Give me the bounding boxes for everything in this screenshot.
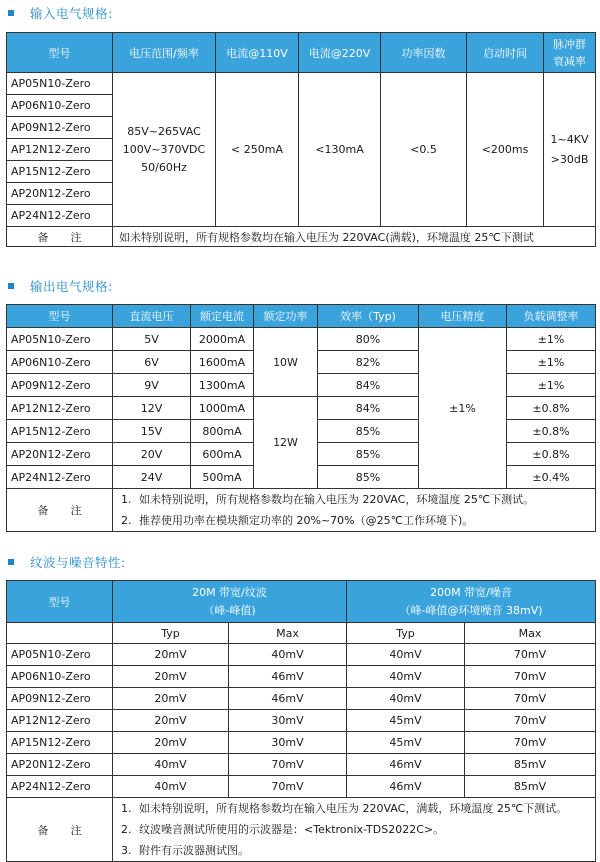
header-model: 型号: [7, 305, 113, 328]
noise-max-cell: 70mV: [465, 644, 596, 666]
model-cell: AP15N12-Zero: [7, 732, 113, 754]
burst-cell: [544, 73, 596, 227]
note-text: 附件有示波器测试图。: [139, 844, 249, 857]
noise-max-cell: 70mV: [465, 732, 596, 754]
dc-voltage-cell: 24V: [113, 466, 191, 489]
ripple-typ-cell: 20mV: [113, 732, 229, 754]
note-item: [121, 798, 595, 819]
note-item: [121, 489, 595, 510]
noise-typ-cell: 46mV: [347, 776, 465, 798]
section-title-output: [8, 277, 113, 295]
table-header-row: [7, 581, 596, 623]
dc-voltage-cell: 20V: [113, 443, 191, 466]
noise-typ-cell: 45mV: [347, 710, 465, 732]
note-text: 如未特别说明，所有规格参数均在输入电压为 220VAC，满载，环境温度 25℃下测试。: [139, 802, 568, 815]
model-cell: AP15N12-Zero: [7, 161, 113, 183]
note-label: 备 注: [7, 798, 113, 862]
model-cell: AP24N12-Zero: [7, 776, 113, 798]
ripple-typ-cell: 40mV: [113, 754, 229, 776]
table-row: [7, 710, 596, 732]
noise-typ-cell: 46mV: [347, 754, 465, 776]
model-cell: AP05N10-Zero: [7, 73, 113, 95]
table-row: [7, 732, 596, 754]
model-cell: AP15N12-Zero: [7, 420, 113, 443]
ripple-max-cell: 30mV: [229, 732, 347, 754]
regulation-cell: ±1%: [507, 374, 596, 397]
header-line: 200M 带宽/噪音: [430, 585, 512, 599]
dc-voltage-cell: 6V: [113, 351, 191, 374]
section-title-text: 输出电气规格:: [30, 279, 113, 294]
model-cell: AP06N10-Zero: [7, 95, 113, 117]
header-line: （峰-峰值): [203, 603, 256, 617]
sub-header-row: [7, 623, 596, 644]
noise-typ-cell: 40mV: [347, 666, 465, 688]
section-title-text: 纹波与噪音特性:: [30, 555, 126, 570]
ripple-max-cell: 70mV: [229, 754, 347, 776]
noise-max-cell: 70mV: [465, 688, 596, 710]
sub-header-ripple-max: Max: [229, 623, 347, 644]
bullet-square-icon: [8, 10, 14, 16]
ripple-typ-cell: 20mV: [113, 710, 229, 732]
header-line: （峰-峰值@环境噪音 38mV): [399, 603, 543, 617]
table-header-row: [7, 305, 596, 328]
efficiency-cell: 85%: [318, 420, 419, 443]
ripple-typ-cell: 40mV: [113, 776, 229, 798]
model-cell: AP06N10-Zero: [7, 666, 113, 688]
voltage-line: 85V~265VAC: [127, 124, 201, 138]
header-voltage: 电压范围/频率: [113, 33, 216, 73]
accuracy-cell: ±1%: [419, 328, 507, 489]
regulation-cell: ±1%: [507, 351, 596, 374]
note-number: 1.: [121, 493, 132, 506]
model-cell: AP09N12-Zero: [7, 117, 113, 139]
header-load-regulation: 负载调整率: [507, 305, 596, 328]
model-cell: AP12N12-Zero: [7, 397, 113, 420]
rated-current-cell: 1300mA: [191, 374, 254, 397]
ripple-typ-cell: 20mV: [113, 666, 229, 688]
dc-voltage-cell: 5V: [113, 328, 191, 351]
note-row: [7, 227, 596, 247]
note-row: [7, 798, 596, 862]
bullet-square-icon: [8, 283, 14, 289]
header-rated-current: 额定电流: [191, 305, 254, 328]
voltage-line: 100V~370VDC: [122, 142, 206, 156]
noise-max-cell: 85mV: [465, 754, 596, 776]
model-cell: AP09N12-Zero: [7, 688, 113, 710]
table-row: [7, 754, 596, 776]
model-cell: AP12N12-Zero: [7, 139, 113, 161]
model-cell: AP20N12-Zero: [7, 443, 113, 466]
header-dc-voltage: 直流电压: [113, 305, 191, 328]
ripple-max-cell: 70mV: [229, 776, 347, 798]
efficiency-cell: 82%: [318, 351, 419, 374]
table-row: [7, 688, 596, 710]
voltage-line: 50/60Hz: [141, 160, 187, 174]
note-text: 如未特别说明，所有规格参数均在输入电压为 220VAC，环境温度 25℃下测试。: [139, 493, 535, 506]
regulation-cell: ±1%: [507, 328, 596, 351]
note-list: [113, 798, 596, 862]
model-cell: AP20N12-Zero: [7, 183, 113, 205]
header-startup: 启动时间: [467, 33, 544, 73]
note-item: [121, 840, 595, 861]
ripple-noise-table: [6, 580, 596, 862]
model-cell: AP05N10-Zero: [7, 644, 113, 666]
section-title-input: [8, 4, 113, 22]
burst-line: 1~4KV: [550, 132, 589, 146]
efficiency-cell: 85%: [318, 466, 419, 489]
ripple-max-cell: 46mV: [229, 666, 347, 688]
current-110-cell: < 250mA: [216, 73, 299, 227]
efficiency-cell: 80%: [318, 328, 419, 351]
dc-voltage-cell: 12V: [113, 397, 191, 420]
rated-current-cell: 600mA: [191, 443, 254, 466]
voltage-range-cell: [113, 73, 216, 227]
table-header-row: [7, 33, 596, 73]
table-row: [7, 328, 596, 351]
regulation-cell: ±0.8%: [507, 420, 596, 443]
note-row: [7, 489, 596, 532]
header-rated-power: 额定功率: [254, 305, 318, 328]
input-spec-table: [6, 32, 596, 247]
table-row: [7, 644, 596, 666]
sub-header-noise-typ: Typ: [347, 623, 465, 644]
rated-current-cell: 1000mA: [191, 397, 254, 420]
table-row: [7, 397, 596, 420]
note-label: 备 注: [7, 489, 113, 532]
dc-voltage-cell: 15V: [113, 420, 191, 443]
section-title-ripple: [8, 553, 126, 571]
model-cell: AP20N12-Zero: [7, 754, 113, 776]
note-number: 3.: [121, 844, 132, 857]
model-cell: AP09N12-Zero: [7, 374, 113, 397]
ripple-typ-cell: 20mV: [113, 688, 229, 710]
noise-max-cell: 85mV: [465, 776, 596, 798]
rated-current-cell: 500mA: [191, 466, 254, 489]
efficiency-cell: 85%: [318, 443, 419, 466]
note-text: 如未特别说明，所有规格参数均在输入电压为 220VAC(满载)，环境温度 25℃下测试: [113, 227, 596, 247]
note-item: [121, 510, 595, 531]
noise-max-cell: 70mV: [465, 666, 596, 688]
ripple-typ-cell: 20mV: [113, 644, 229, 666]
header-power-factor: 功率因数: [381, 33, 467, 73]
efficiency-cell: 84%: [318, 374, 419, 397]
noise-typ-cell: 40mV: [347, 688, 465, 710]
header-model: 型号: [7, 33, 113, 73]
sub-header-ripple-typ: Typ: [113, 623, 229, 644]
table-row: [7, 776, 596, 798]
ripple-max-cell: 30mV: [229, 710, 347, 732]
header-current-220: 电流@220V: [299, 33, 381, 73]
header-current-110: 电流@110V: [216, 33, 299, 73]
note-item: [121, 819, 595, 840]
note-text: 推荐使用功率在模块额定功率的 20%~70%（@25℃工作环境下)。: [139, 514, 474, 527]
power-factor-cell: <0.5: [381, 73, 467, 227]
current-220-cell: <130mA: [299, 73, 381, 227]
output-spec-table: [6, 304, 596, 532]
section-title-text: 输入电气规格:: [30, 6, 113, 21]
startup-cell: <200ms: [467, 73, 544, 227]
regulation-cell: ±0.4%: [507, 466, 596, 489]
noise-max-cell: 70mV: [465, 710, 596, 732]
bullet-square-icon: [8, 559, 14, 565]
header-accuracy: 电压精度: [419, 305, 507, 328]
model-cell: AP05N10-Zero: [7, 328, 113, 351]
header-model: 型号: [7, 581, 113, 623]
note-list: [113, 489, 596, 532]
model-cell: AP24N12-Zero: [7, 205, 113, 227]
rated-power-cell: 10W: [254, 328, 318, 397]
note-number: 1.: [121, 802, 132, 815]
header-burst: 脉冲群衰减率: [544, 33, 596, 73]
model-cell: AP24N12-Zero: [7, 466, 113, 489]
table-row: [7, 73, 596, 95]
header-noise-group: [347, 581, 596, 623]
rated-power-cell: 12W: [254, 397, 318, 489]
model-cell: AP12N12-Zero: [7, 710, 113, 732]
model-cell: AP06N10-Zero: [7, 351, 113, 374]
regulation-cell: ±0.8%: [507, 397, 596, 420]
empty-cell: [7, 623, 113, 644]
note-number: 2.: [121, 823, 132, 836]
note-number: 2.: [121, 514, 132, 527]
dc-voltage-cell: 9V: [113, 374, 191, 397]
efficiency-cell: 84%: [318, 397, 419, 420]
rated-current-cell: 800mA: [191, 420, 254, 443]
rated-current-cell: 1600mA: [191, 351, 254, 374]
header-efficiency: 效率（Typ): [318, 305, 419, 328]
ripple-max-cell: 40mV: [229, 644, 347, 666]
ripple-max-cell: 46mV: [229, 688, 347, 710]
header-ripple-group: [113, 581, 347, 623]
sub-header-noise-max: Max: [465, 623, 596, 644]
note-label: 备 注: [7, 227, 113, 247]
table-row: [7, 666, 596, 688]
noise-typ-cell: 40mV: [347, 644, 465, 666]
rated-current-cell: 2000mA: [191, 328, 254, 351]
note-text: 纹波噪音测试所使用的示波器是：<Tektronix-TDS2022C>。: [139, 823, 445, 836]
burst-line: >30dB: [550, 152, 589, 166]
header-line: 20M 带宽/纹波: [192, 585, 267, 599]
noise-typ-cell: 45mV: [347, 732, 465, 754]
regulation-cell: ±0.8%: [507, 443, 596, 466]
